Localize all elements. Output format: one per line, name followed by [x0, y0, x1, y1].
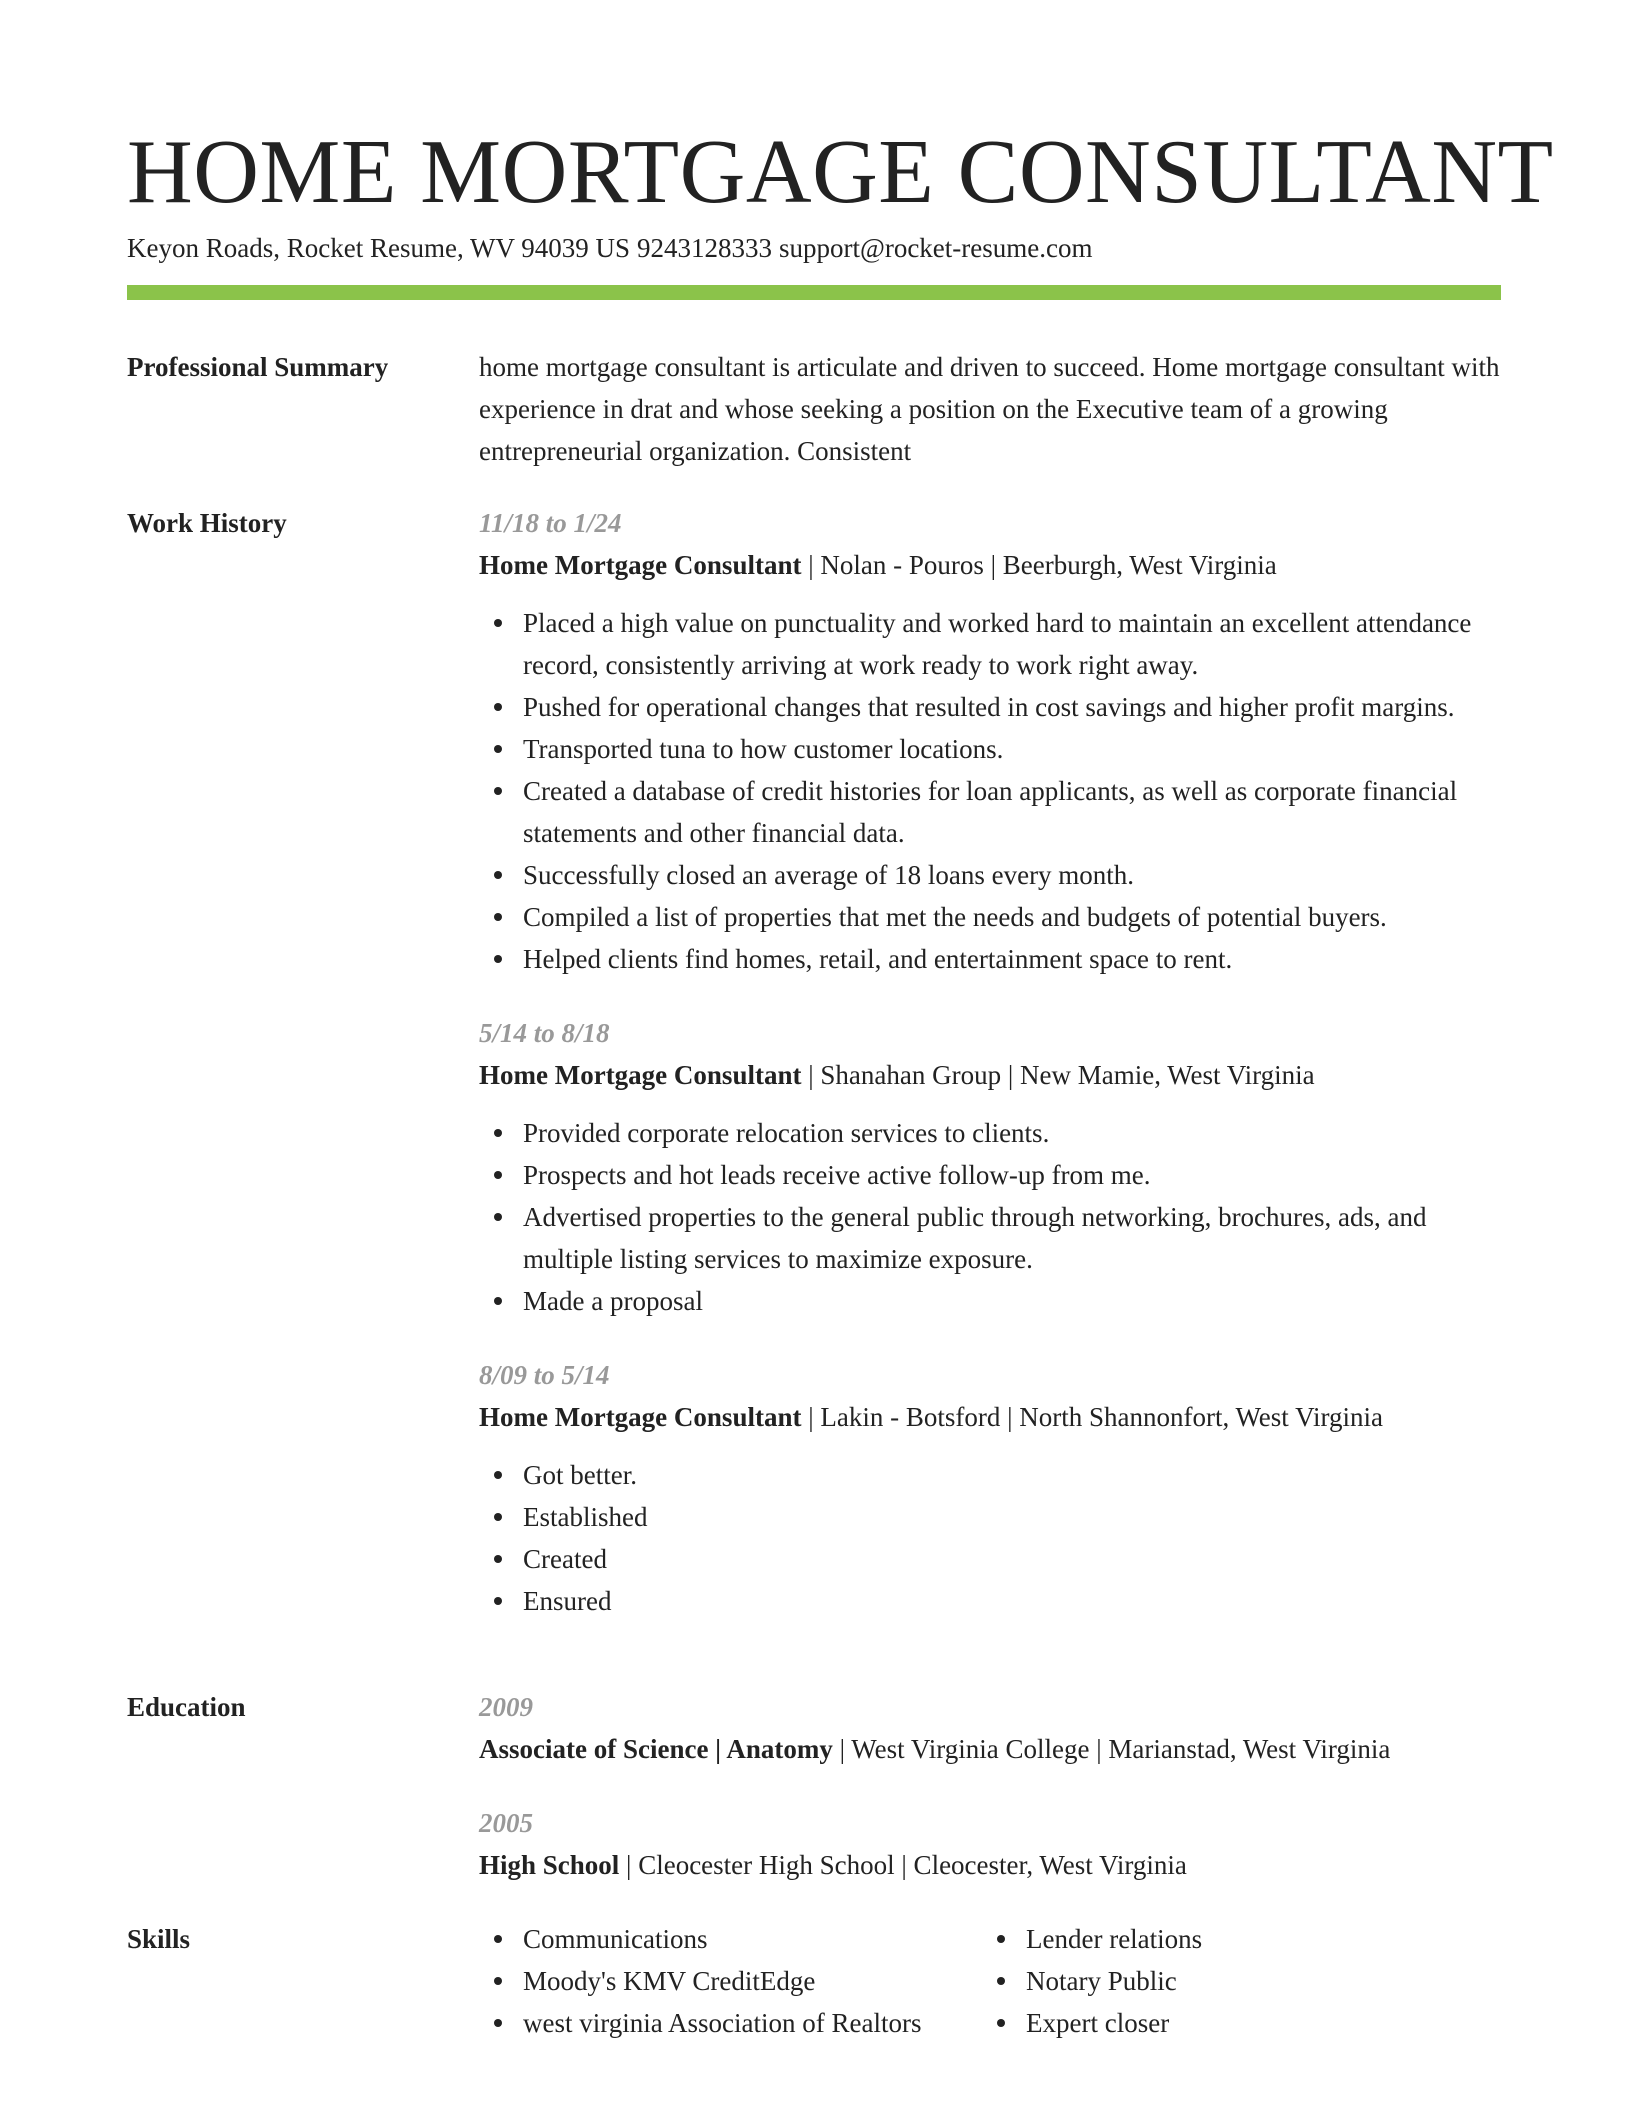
- education-entry: [479, 1802, 1501, 1886]
- job-entry: [479, 1012, 1501, 1322]
- skill-item: Moody's KMV CreditEdge: [479, 1960, 982, 2002]
- job-bullet: Transported tuna to how customer locations.: [479, 728, 1501, 770]
- job-title: Home Mortgage Consultant: [479, 1402, 802, 1432]
- contact-email: support@rocket-resume.com: [778, 233, 1093, 263]
- job-dates: 11/18 to 1/24: [479, 508, 622, 538]
- work-history-heading: Work History: [127, 508, 287, 538]
- skills-column-2: [982, 1918, 1482, 2044]
- job-bullet: Placed a high value on punctuality and worked hard to maintain an excellent attendance record, consistently arriving at work ready to work right away.: [479, 602, 1501, 686]
- job-bullet: Created a database of credit histories for loan applicants, as well as corporate financial statements and other financial data.: [479, 770, 1501, 854]
- skills-list: [479, 1918, 1501, 2044]
- job-bullet: Compiled a list of properties that met the needs and budgets of potential buyers.: [479, 896, 1501, 938]
- job-bullet: Created: [479, 1538, 1501, 1580]
- job-role-line: [479, 1054, 1501, 1096]
- summary-heading: Professional Summary: [127, 352, 389, 382]
- job-title: Home Mortgage Consultant: [479, 1060, 802, 1090]
- job-title: Home Mortgage Consultant: [479, 550, 802, 580]
- education-list: [479, 1686, 1501, 1918]
- job-role-line: [479, 1396, 1501, 1438]
- job-bullet: Helped clients find homes, retail, and entertainment space to rent.: [479, 938, 1501, 980]
- skills-heading: Skills: [127, 1924, 191, 1954]
- education-degree: High School: [479, 1850, 620, 1880]
- contact-address: Keyon Roads, Rocket Resume, WV 94039 US: [127, 233, 630, 263]
- job-bullets: [479, 1454, 1501, 1622]
- skill-item: Notary Public: [982, 1960, 1482, 2002]
- resume-name: HOME MORTGAGE CONSULTANT: [127, 121, 1554, 222]
- job-dates: 5/14 to 8/18: [479, 1018, 610, 1048]
- job-role-line: [479, 544, 1501, 586]
- job-bullet: Successfully closed an average of 18 loans every month.: [479, 854, 1501, 896]
- education-entry: [479, 1686, 1501, 1770]
- education-year: 2005: [479, 1808, 533, 1838]
- skill-item: Lender relations: [982, 1918, 1482, 1960]
- skills-list-2: [982, 1918, 1482, 2044]
- job-bullets: [479, 1112, 1501, 1322]
- contact-phone: 9243128333: [636, 233, 772, 263]
- job-dates: 8/09 to 5/14: [479, 1360, 610, 1390]
- education-line: [479, 1728, 1501, 1770]
- skill-item: west virginia Association of Realtors: [479, 2002, 982, 2044]
- job-bullet: Made a proposal: [479, 1280, 1501, 1322]
- education-year: 2009: [479, 1692, 533, 1722]
- education-details: | West Virginia College | Marianstad, West Virginia: [832, 1734, 1391, 1764]
- education-details: | Cleocester High School | Cleocester, West Virginia: [619, 1850, 1187, 1880]
- job-entry: [479, 502, 1501, 980]
- header-divider: [127, 285, 1501, 300]
- job-bullet: Ensured: [479, 1580, 1501, 1622]
- job-bullet: Advertised properties to the general public through networking, brochures, ads, and multiple listing services to maximize exposure.: [479, 1196, 1501, 1280]
- summary-text: home mortgage consultant is articulate and driven to succeed. Home mortgage consultant with experience in drat and whose seeking a position on the Executive team of a growing entrepreneurial organization. Consistent: [479, 352, 1500, 466]
- job-details: | Nolan - Pouros | Beerburgh, West Virginia: [801, 550, 1277, 580]
- job-bullet: Pushed for operational changes that resulted in cost savings and higher profit margins.: [479, 686, 1501, 728]
- job-details: | Lakin - Botsford | North Shannonfort, West Virginia: [801, 1402, 1383, 1432]
- job-entry: [479, 1354, 1501, 1622]
- education-heading: Education: [127, 1692, 246, 1722]
- skills-list-1: [479, 1918, 982, 2044]
- job-bullet: Established: [479, 1496, 1501, 1538]
- education-degree: Associate of Science | Anatomy: [479, 1734, 833, 1764]
- education-line: [479, 1844, 1501, 1886]
- skill-item: Communications: [479, 1918, 982, 1960]
- contact-line: [127, 230, 1093, 266]
- job-bullet: Provided corporate relocation services to clients.: [479, 1112, 1501, 1154]
- job-bullets: [479, 602, 1501, 980]
- job-details: | Shanahan Group | New Mamie, West Virginia: [801, 1060, 1315, 1090]
- work-history-list: [479, 502, 1501, 1654]
- skills-column-1: [479, 1918, 982, 2044]
- skill-item: Expert closer: [982, 2002, 1482, 2044]
- job-bullet: Prospects and hot leads receive active follow-up from me.: [479, 1154, 1501, 1196]
- job-bullet: Got better.: [479, 1454, 1501, 1496]
